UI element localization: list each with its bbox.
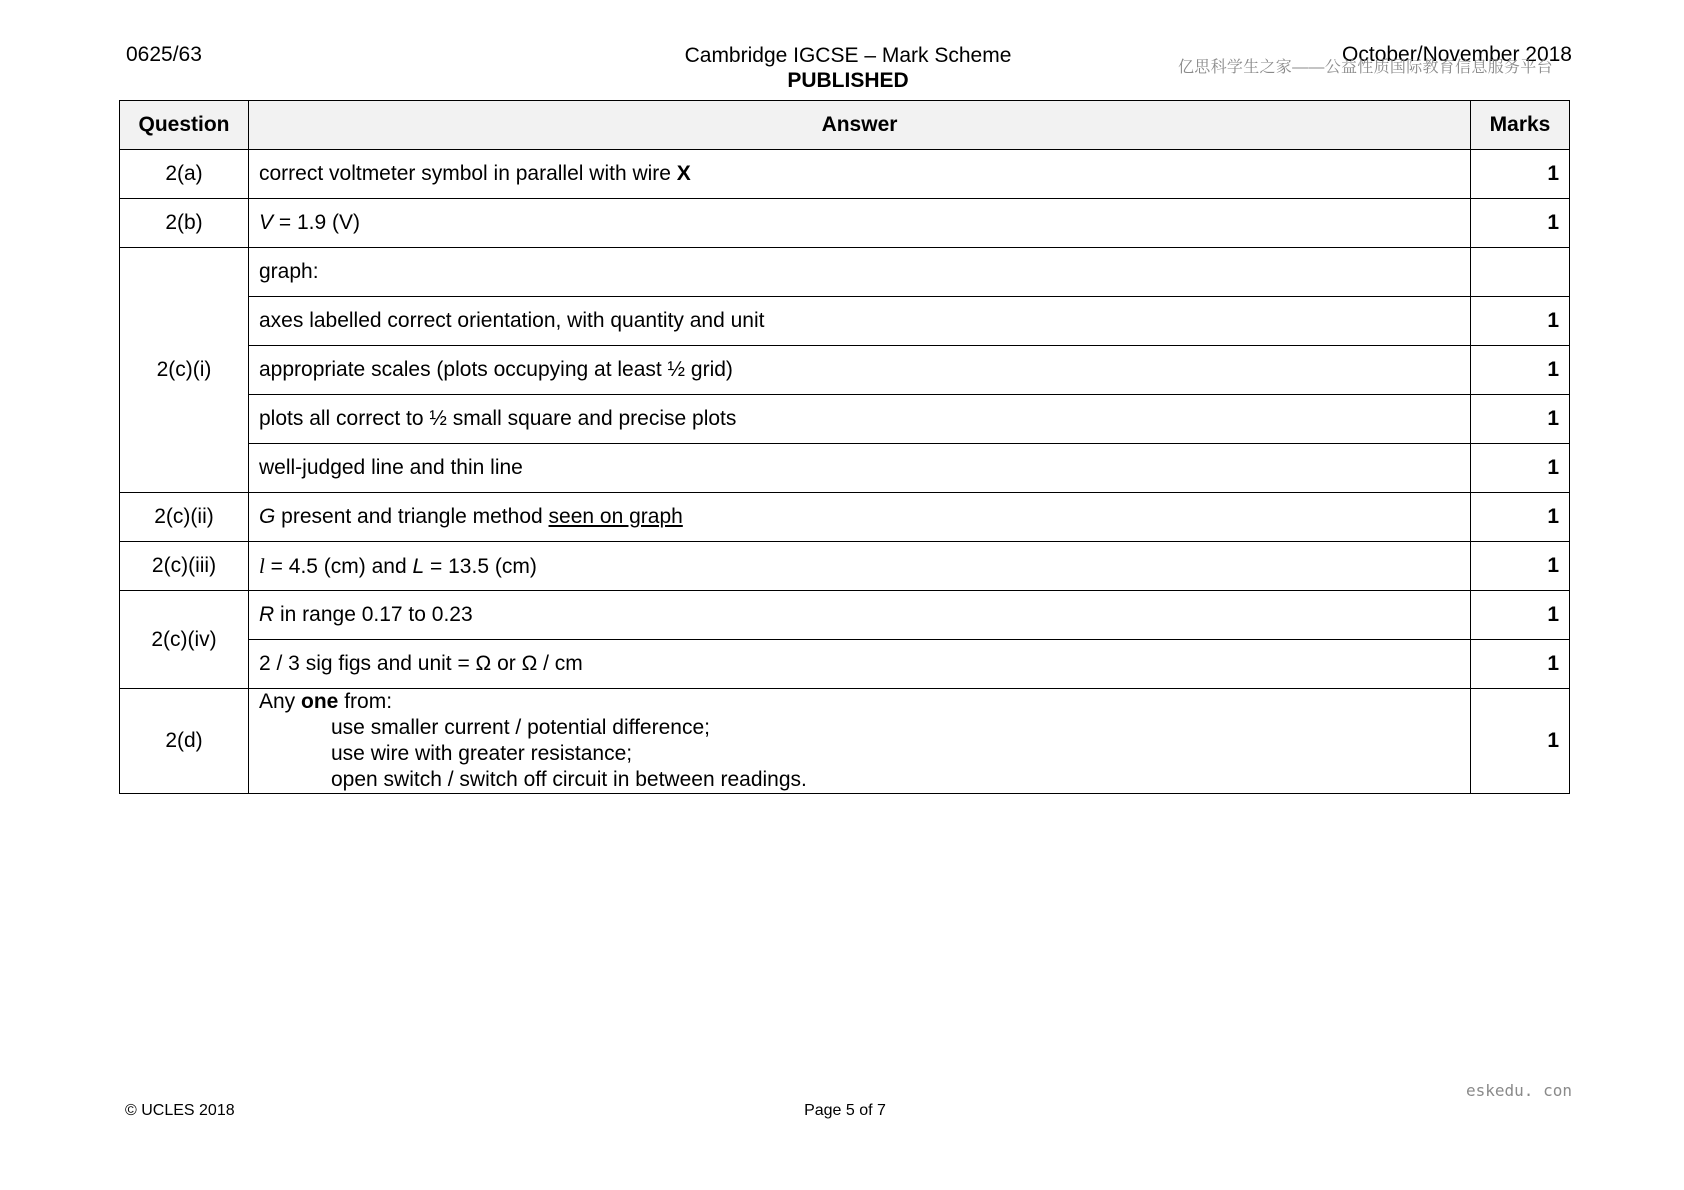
answer-cell [249, 493, 1471, 542]
answer-intro [259, 689, 1460, 715]
table-row [120, 591, 1570, 640]
table-row [120, 493, 1570, 542]
table-row [120, 395, 1570, 444]
answer-cell [249, 199, 1471, 248]
table-row [120, 444, 1570, 493]
marks-cell: 1 [1471, 150, 1570, 199]
table-header-row [120, 101, 1570, 150]
list-item: open switch / switch off circuit in between readings. [331, 768, 807, 791]
answer-cell: plots all correct to ½ small square and precise plots [249, 395, 1471, 444]
site-watermark: eskedu. con [1466, 1081, 1572, 1100]
question-column-header: Question [120, 101, 249, 150]
answer-text: = 13.5 (cm) [424, 554, 537, 578]
answer-cell [249, 150, 1471, 199]
variable-symbol: L [412, 554, 425, 578]
publication-status: PUBLISHED [787, 69, 909, 92]
answer-cell [249, 542, 1471, 591]
answer-text: = 4.5 (cm) and [264, 554, 413, 578]
answer-cell: axes labelled correct orientation, with quantity and unit [249, 297, 1471, 346]
copyright-notice: © UCLES 2018 [125, 1102, 235, 1119]
answer-text: Any [259, 690, 302, 713]
table-row [120, 297, 1570, 346]
question-number: 2(c)(iv) [120, 591, 249, 689]
answer-cell: graph: [249, 248, 1471, 297]
marks-column-header: Marks [1471, 101, 1570, 150]
variable-symbol: G [259, 505, 276, 528]
marks-cell: 1 [1471, 640, 1570, 689]
underlined-phrase: seen on graph [548, 505, 683, 528]
question-number: 2(a) [120, 150, 249, 199]
marks-cell: 1 [1471, 444, 1570, 493]
marks-cell: 1 [1471, 395, 1570, 444]
answer-bold: X [676, 162, 691, 185]
marks-cell: 1 [1471, 591, 1570, 640]
question-number: 2(d) [120, 689, 249, 794]
watermark-text: 亿思科学生之家——公益性质国际教育信息服务平台 [1178, 59, 1553, 76]
table-row [120, 199, 1570, 248]
question-number: 2(c)(iii) [120, 542, 249, 591]
list-item: use wire with greater resistance; [331, 742, 633, 765]
page-number: Page 5 of 7 [804, 1102, 886, 1119]
answer-text: correct voltmeter symbol in parallel with wire [259, 162, 677, 185]
answer-options [259, 715, 1460, 793]
answer-cell: 2 / 3 sig figs and unit = Ω or Ω / cm [249, 640, 1471, 689]
marks-cell [1471, 248, 1570, 297]
answer-cell: well-judged line and thin line [249, 444, 1471, 493]
marks-cell: 1 [1471, 542, 1570, 591]
answer-cell [249, 689, 1471, 794]
table-row [120, 248, 1570, 297]
marks-cell: 1 [1471, 199, 1570, 248]
exam-session: October/November 2018 [1342, 43, 1572, 66]
table-row [120, 150, 1570, 199]
answer-bold: one [301, 690, 339, 713]
document-title: Cambridge IGCSE – Mark Scheme [684, 44, 1012, 67]
paper-code: 0625/63 [126, 43, 202, 66]
question-number: 2(c)(i) [120, 248, 249, 493]
table-row [120, 346, 1570, 395]
marks-cell: 1 [1471, 493, 1570, 542]
answer-text: in range 0.17 to 0.23 [274, 603, 473, 626]
answer-text: present and triangle method [275, 505, 549, 528]
answer-cell [249, 591, 1471, 640]
table-row [120, 689, 1570, 794]
answer-cell: appropriate scales (plots occupying at least ½ grid) [249, 346, 1471, 395]
table-row [120, 640, 1570, 689]
question-number: 2(c)(ii) [120, 493, 249, 542]
answer-column-header: Answer [249, 101, 1471, 150]
answer-text: from: [338, 690, 393, 713]
mark-scheme-table [119, 100, 1570, 794]
variable-symbol: R [259, 603, 275, 626]
marks-cell: 1 [1471, 297, 1570, 346]
marks-cell: 1 [1471, 346, 1570, 395]
list-item: use smaller current / potential difference; [331, 716, 710, 739]
table-row [120, 542, 1570, 591]
marks-cell: 1 [1471, 689, 1570, 794]
answer-text: = 1.9 (V) [273, 211, 360, 234]
question-number: 2(b) [120, 199, 249, 248]
variable-symbol: l [259, 553, 265, 578]
variable-symbol: V [259, 211, 274, 234]
